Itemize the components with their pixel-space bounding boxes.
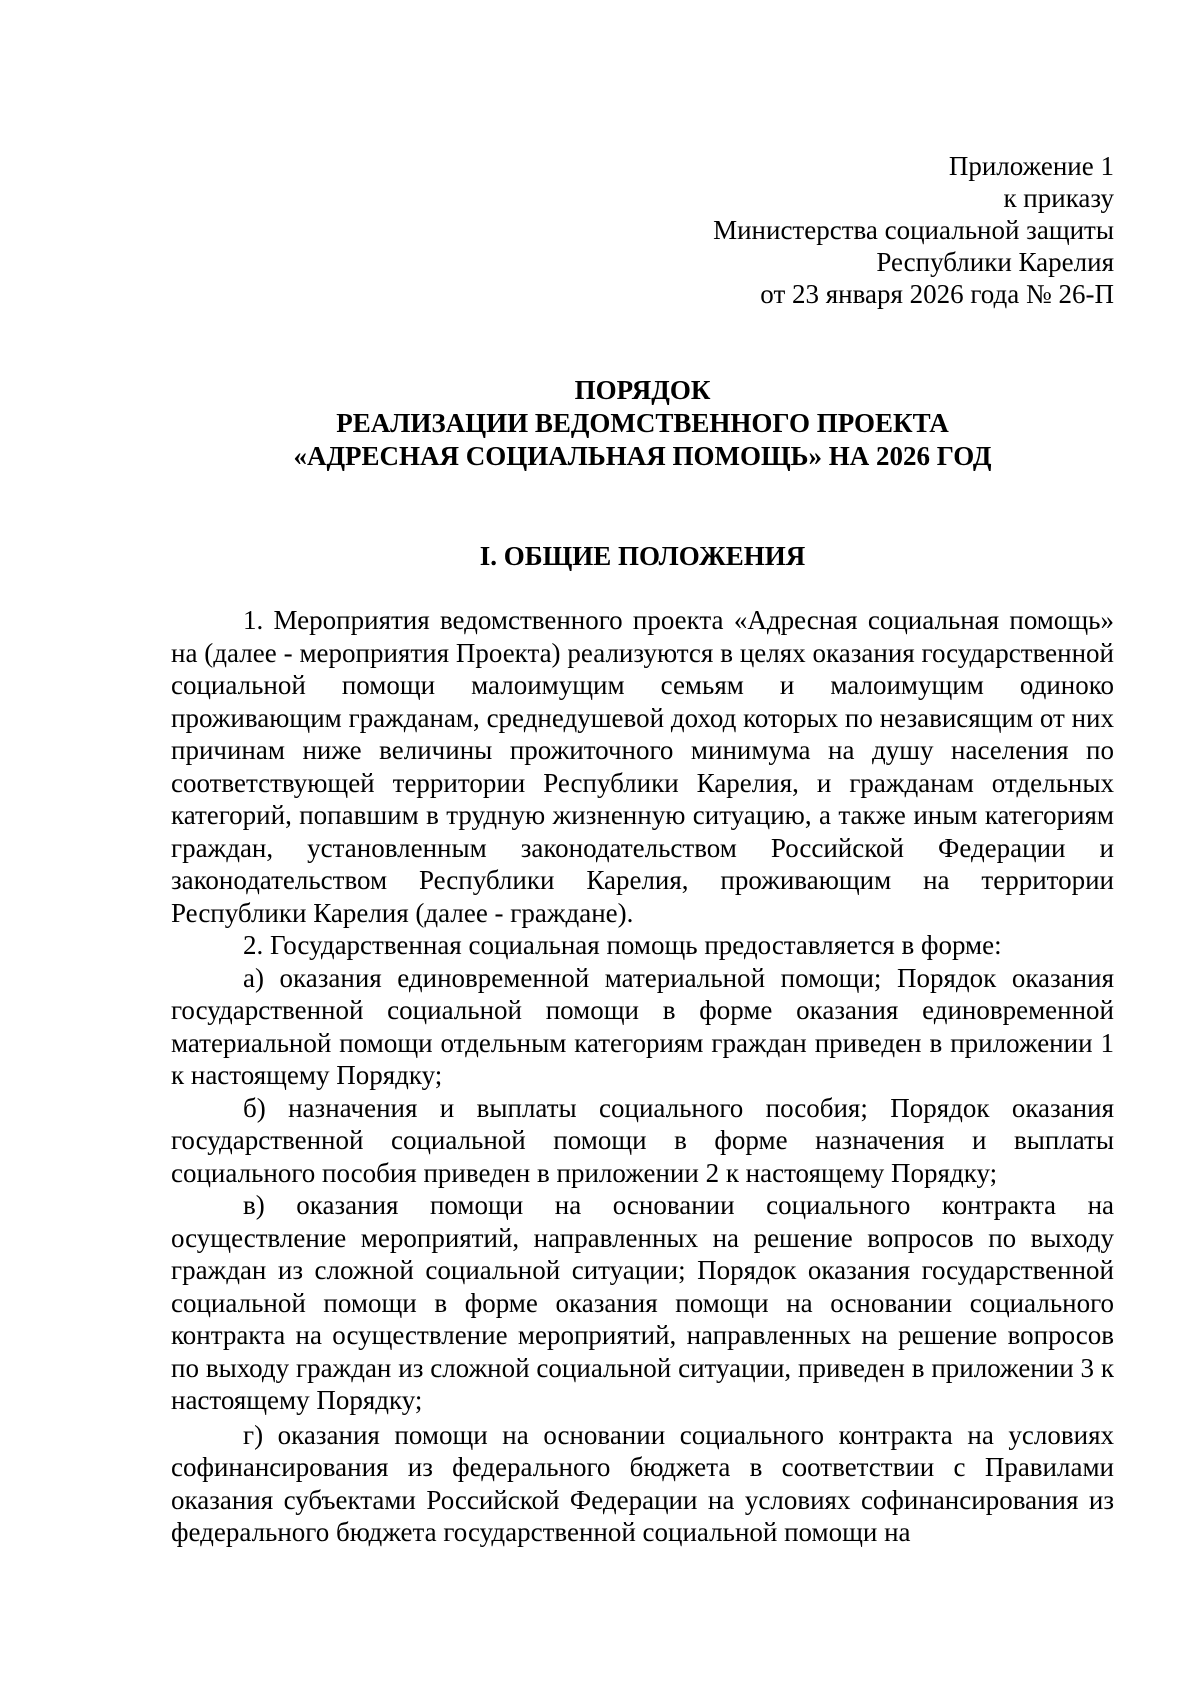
annex-region: Республики Карелия (876, 247, 1114, 277)
document-title (171, 374, 1114, 473)
annex-ministry: Министерства социальной защиты (713, 215, 1114, 245)
annex-date-number: от 23 января 2026 года № 26-П (760, 279, 1114, 309)
section-heading: I. ОБЩИЕ ПОЛОЖЕНИЯ (479, 541, 806, 571)
paragraph-2d: г) оказания помощи на основании социального контракта на условиях софинансирования из федерального бюджета в соответствии с Правилами оказания субъектами Российской Федерации на условиях софинансирования из федерального бюджета государственной социальной помощи на (171, 1419, 1114, 1547)
annex-header (713, 150, 1114, 310)
annex-order-ref: к приказу (1003, 183, 1114, 213)
section-body (171, 604, 1114, 1549)
title-line-3: «АДРЕСНАЯ СОЦИАЛЬНАЯ ПОМОЩЬ» НА 2026 ГОД (293, 441, 992, 471)
paragraph-2: 2. Государственная социальная помощь предоставляется в форме: (243, 930, 1002, 960)
title-line-2: РЕАЛИЗАЦИИ ВЕДОМСТВЕННОГО ПРОЕКТА (336, 408, 949, 438)
paragraph-2b: б) назначения и выплаты социального пособия; Порядок оказания государственной социальной помощи в форме назначения и выплаты социального пособия приведен в приложении 2 к настоящему Порядку; (171, 1092, 1114, 1188)
annex-number: Приложение 1 (948, 151, 1114, 181)
title-line-1: ПОРЯДОК (574, 375, 711, 405)
paragraph-1: 1. Мероприятия ведомственного проекта «Адресная социальная помощь» на (далее - мероприятия Проекта) реализуются в целях оказания государственной социальной помощи малоимущим семьям и малоимущим одиноко проживающим гражданам, среднедушевой доход которых по независящим от них причинам ниже величины прожиточного минимума на душу населения по соответствующей территории Республики Карелия, и гражданам отдельных категорий, попавшим в трудную жизненную ситуацию, а также иным категориям граждан, установленным законодательством Российской Федерации и законодательством Республики Карелия, проживающим на территории Республики Карелия (далее - граждане). (171, 605, 1114, 928)
paragraph-2a: а) оказания единовременной материальной помощи; Порядок оказания государственной социальной помощи в форме оказания единовременной материальной помощи отдельным категориям граждан приведен в приложении 1 к настоящему Порядку; (171, 962, 1114, 1090)
paragraph-2c: в) оказания помощи на основании социального контракта на осуществление мероприятий, направленных на решение вопросов по выходу граждан из сложной социальной ситуации; Порядок оказания государственной социальной помощи в форме оказания помощи на основании социального контракта на осуществление мероприятий, направленных на решение вопросов по выходу граждан из сложной социальной ситуации, приведен в приложении 3 к настоящему Порядку; (171, 1190, 1114, 1415)
